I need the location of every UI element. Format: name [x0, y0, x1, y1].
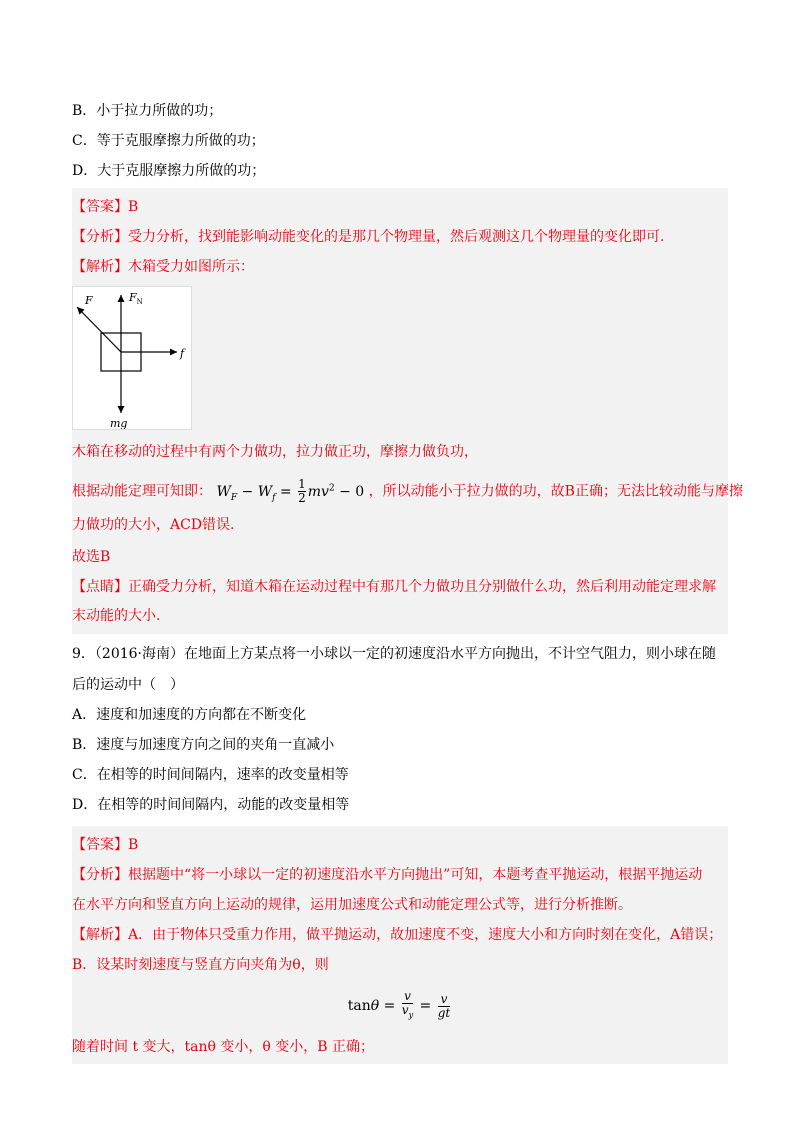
q9-answer: [72, 830, 728, 860]
comment-tag: 【点睛】: [72, 579, 128, 595]
label-friction: f: [180, 347, 185, 360]
force-diagram: [72, 286, 192, 430]
q9-solution-2: B．设某时刻速度与竖直方向夹角为θ，则: [72, 957, 329, 973]
label-mg: mg: [110, 417, 128, 429]
q8-comment-2: 末动能的大小.: [72, 608, 161, 624]
q9-solution: [72, 920, 728, 950]
work-energy-equation: $W_F - W_f$ = $\frac{1}{2}$ $mv^2 - 0$: [216, 477, 369, 506]
q9-solution-block: [72, 826, 728, 1064]
force-diagram-svg: [73, 287, 191, 429]
label-f-pull: F: [85, 294, 93, 307]
analysis-text: 根据题中“将一小球以一定的初速度沿水平方向抛出”可知，本题考查平抛运动，根据平抛运动: [128, 867, 703, 883]
q9-option-c: C．在相等的时间间隔内，速率的改变量相等: [72, 767, 349, 783]
q8-line-3: 力做功的大小，ACD错误.: [72, 517, 235, 533]
q8-analysis: [72, 222, 728, 252]
pull-force-arrow: [77, 307, 121, 352]
q8-option-c: C．等于克服摩擦力所做的功；: [72, 133, 265, 149]
q8-line-1: 木箱在移动的过程中有两个力做功，拉力做正功，摩擦力做负功，: [72, 444, 478, 460]
solution-tag: 【解析】: [72, 259, 128, 275]
analysis-text: 受力分析，找到能影响动能变化的是那几个物理量，然后观测这几个物理量的变化即可.: [128, 229, 665, 245]
q9-analysis: [72, 860, 728, 890]
answer-tag: 【答案】: [72, 837, 128, 853]
q8-line-2: [72, 468, 743, 508]
analysis-tag: 【分析】: [72, 867, 128, 883]
q8-answer: [72, 192, 728, 222]
q9-option-d: D．在相等的时间间隔内，动能的改变量相等: [72, 797, 350, 813]
q9-analysis-2: 在水平方向和竖直方向上运动的规律，运用加速度公式和动能定理公式等，进行分析推断。: [72, 897, 632, 913]
q9-stem-1: 9．（2016·海南）在地面上方某点将一小球以一定的初速度沿水平方向抛出，不计空气阻力，则小球在随: [72, 646, 716, 662]
tan-theta-equation: tan θ = $\frac{v}{v_y}$ = $\frac{v}{gt}$: [347, 989, 451, 1020]
line2-prefix: 根据动能定理可知即：: [72, 483, 212, 500]
comment-text: 正确受力分析，知道木箱在运动过程中有那几个力做功且分别做什么功，然后利用动能定理求解: [128, 579, 716, 595]
page-content: [72, 94, 743, 1064]
q9-last-line: 随着时间 t 变大，tanθ 变小，θ 变小，B 正确；: [72, 1039, 375, 1055]
q9-option-b: B．速度与加速度方向之间的夹角一直减小: [72, 737, 335, 753]
label-fn: $F_N$: [129, 291, 143, 306]
answer-value: B: [128, 837, 139, 853]
answer-value: B: [128, 199, 139, 215]
solution-text: A．由于物体只受重力作用，做平抛运动，故加速度不变，速度大小和方向时刻在变化，A错误；: [128, 927, 723, 943]
q9-stem-2: 后的运动中（ ）: [72, 677, 184, 693]
answer-tag: 【答案】: [72, 199, 128, 215]
q8-line-4: 故选B: [72, 549, 111, 565]
solution-tag: 【解析】: [72, 927, 128, 943]
q8-option-d: D．大于克服摩擦力所做的功；: [72, 163, 266, 179]
analysis-tag: 【分析】: [72, 229, 128, 245]
q9-option-a: A．速度和加速度的方向都在不断变化: [72, 707, 307, 723]
q8-solution-block: [72, 188, 743, 634]
q8-option-b: B．小于拉力所做的功；: [72, 103, 223, 119]
solution-text: 木箱受力如图所示：: [128, 259, 254, 275]
line2-suffix: ，所以动能小于拉力做的功，故B正确；无法比较动能与摩擦: [368, 483, 743, 500]
q8-comment: [72, 572, 728, 602]
q8-solution: [72, 252, 728, 282]
